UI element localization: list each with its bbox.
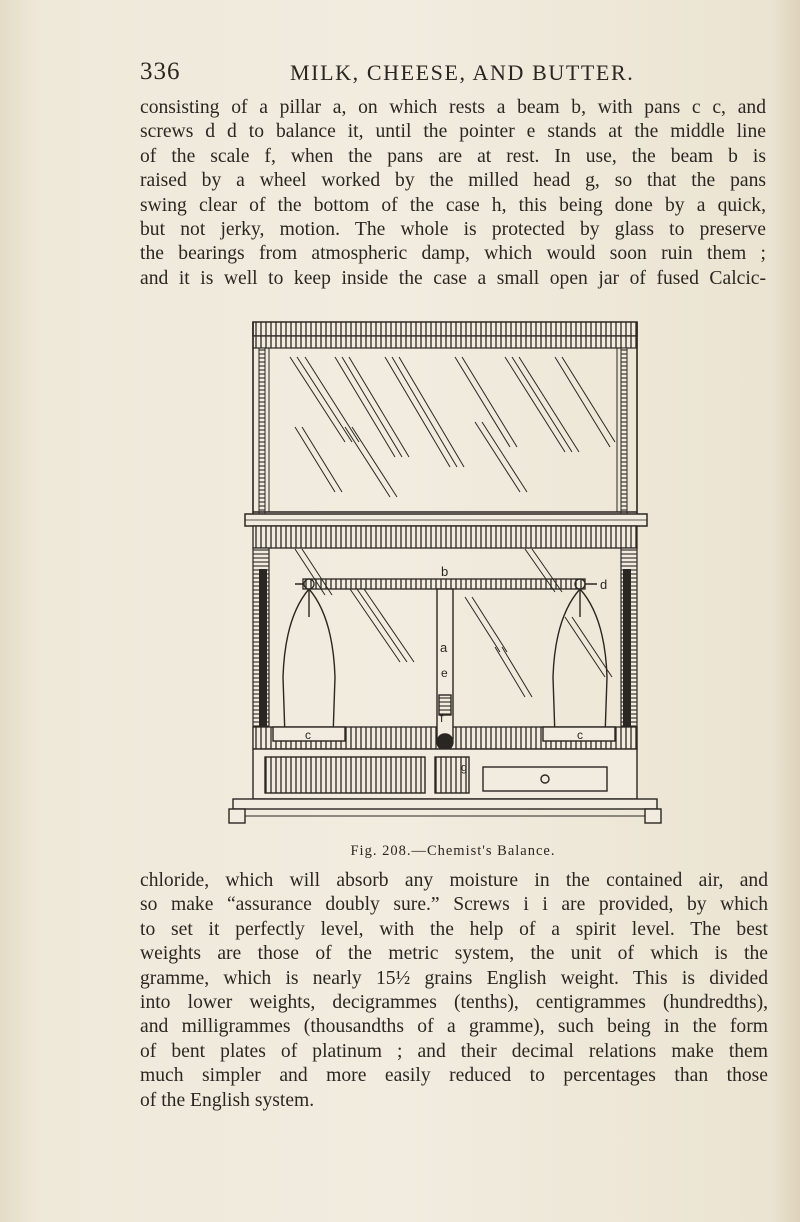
text-line: so make “assurance doubly sure.” Screws i i are provided, by which [140, 894, 768, 916]
text-line: into lower weights, decigrammes (tenths), centigrammes (hundredths), [140, 992, 768, 1014]
upper-cabinet [253, 322, 637, 514]
text-line: much simpler and more easily reduced to percentages than those [140, 1065, 768, 1087]
paragraph-top [140, 96, 766, 291]
text-line: to set it perfectly level, with the help of a spirit level. The best [140, 918, 768, 940]
text-line: the bearings from atmospheric damp, which would soon ruin them ; [140, 243, 766, 265]
text-line: weights are those of the metric system, the unit of which is the [140, 943, 768, 965]
label-pillar: a [440, 640, 448, 655]
paragraph-bottom [140, 869, 768, 1113]
text-line: screws d d to balance it, until the pointer e stands at the middle line [140, 121, 766, 143]
text-line: of the English system. [140, 1089, 315, 1111]
text-line: chloride, which will absorb any moisture in the contained air, and [140, 870, 768, 891]
running-title: MILK, CHEESE, AND BUTTER. [290, 60, 635, 85]
label-pan-left: c [305, 728, 311, 742]
text-line: swing clear of the bottom of the case h, this being done by a quick, [140, 194, 766, 216]
text-line: raised by a wheel worked by the milled head g, so that the pans [140, 170, 766, 192]
right-pan-hanger [553, 589, 607, 737]
chemists-balance-illustration [225, 317, 665, 837]
text-line: and it is well to keep inside the case a small open jar of fused Calcic- [140, 267, 766, 289]
label-scale: f [440, 711, 444, 725]
text-line: consisting of a pillar a, on which rests a beam b, with pans c c, and [140, 97, 766, 118]
base-drawer [253, 749, 637, 799]
page-header [140, 58, 780, 90]
figure-caption: Fig. 208.—Chemist's Balance. [350, 843, 556, 859]
label-head: g [461, 762, 468, 774]
label-beam: b [441, 564, 449, 579]
feet [229, 799, 661, 823]
text-line: but not jerky, motion. The whole is protected by glass to preserve [140, 219, 766, 241]
text-line: and milligrammes (thousandths of a gramme), such being in the form [140, 1016, 768, 1038]
label-screw: d [600, 577, 608, 592]
text-line: of the scale f, when the pans are at rest. In use, the beam b is [140, 145, 766, 167]
left-pan-hanger [283, 589, 335, 737]
text-line: of bent plates of platinum ; and their decimal relations make them [140, 1040, 768, 1062]
label-pointer: e [441, 666, 448, 680]
page-number: 336 [140, 58, 181, 85]
glass-reflection-lines [290, 357, 615, 497]
label-pan-right: c [577, 728, 583, 742]
text-line: gramme, which is nearly 15½ grains English weight. This is divided [140, 967, 768, 989]
